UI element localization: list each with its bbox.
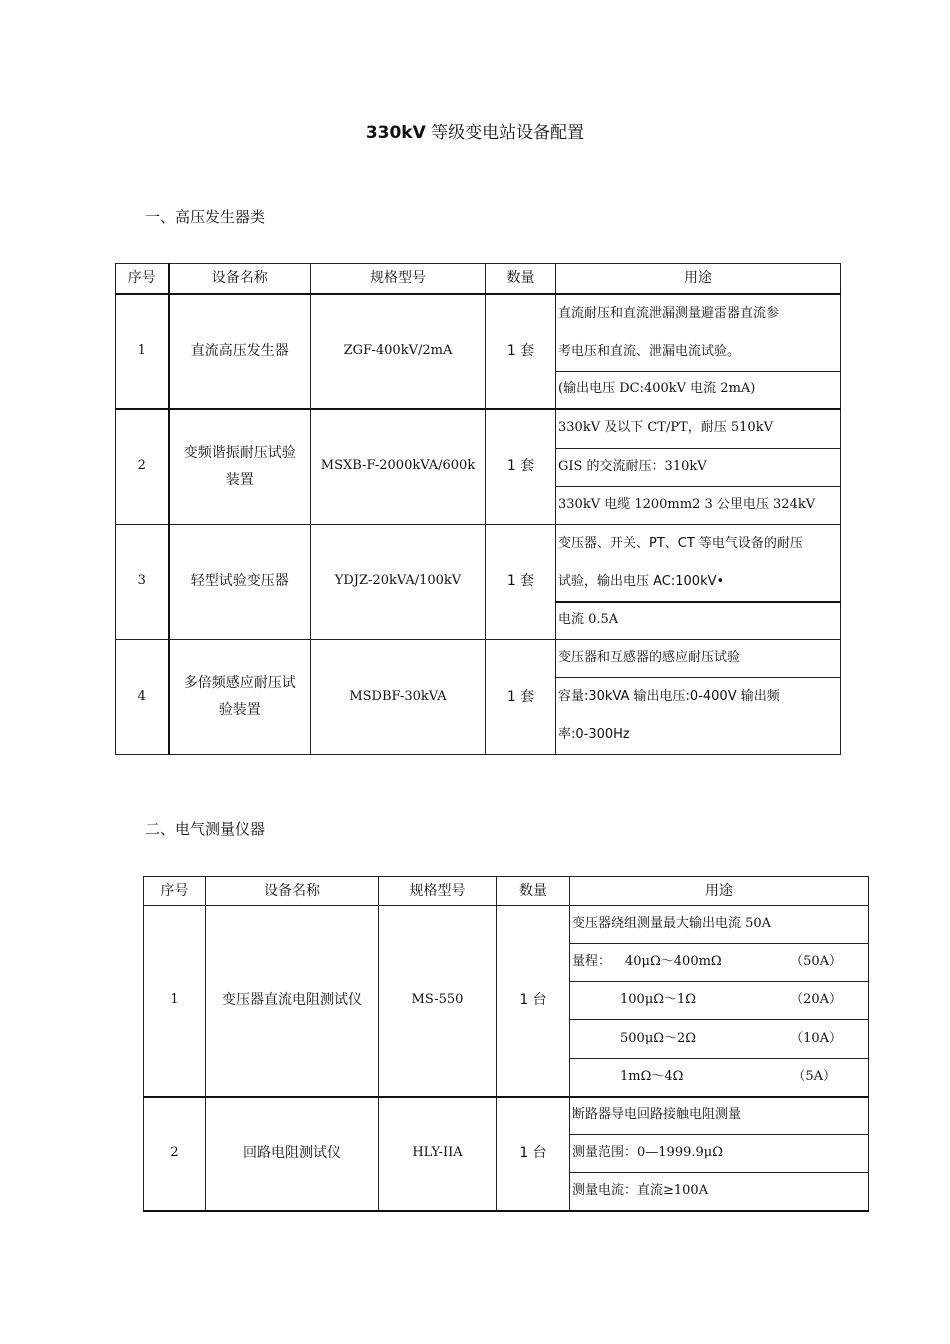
range-line bbox=[572, 1070, 868, 1085]
use-line: 变压器、开关、PT、CT 等电气设备的耐压 bbox=[558, 535, 803, 551]
use-line: 测量电流：直流≥100A bbox=[570, 1173, 869, 1211]
cell-no: 4 bbox=[116, 640, 169, 755]
use-line: 330kV 电缆 1200mm2 3 公里电压 324kV bbox=[556, 486, 841, 524]
title-text: 等级变电站设备配置 bbox=[425, 123, 585, 143]
header-qty: 数量 bbox=[497, 877, 570, 906]
cell-model: MS-550 bbox=[379, 906, 497, 1097]
cell-qty: 1 套 bbox=[486, 409, 556, 524]
range-label: 量程： bbox=[572, 954, 612, 970]
cell-qty: 1 套 bbox=[486, 640, 556, 755]
range-current: （50A） bbox=[790, 954, 842, 970]
cell-qty: 1 台 bbox=[497, 1097, 570, 1211]
use-line: (输出电压 DC:400kV 电流 2mA) bbox=[556, 371, 841, 409]
use-line: 测量范围：0—1999.9μΩ bbox=[570, 1135, 869, 1173]
cell-name: 回路电阻测试仪 bbox=[206, 1097, 379, 1211]
use-line: 断路器导电回路接触电阻测量 bbox=[570, 1097, 869, 1135]
cell-name: 变压器直流电阻测试仪 bbox=[206, 906, 379, 1097]
cell-model: MSXB-F-2000kVA/600k bbox=[311, 409, 486, 524]
range-line bbox=[572, 955, 868, 970]
header-model: 规格型号 bbox=[311, 264, 486, 294]
name-line: 多倍频感应耐压试 bbox=[183, 675, 296, 692]
cell-qty: 1 台 bbox=[497, 906, 570, 1097]
cell-model: ZGF-400kV/2mA bbox=[311, 294, 486, 410]
cell-no: 2 bbox=[116, 409, 169, 524]
table-row bbox=[116, 640, 841, 678]
table-row bbox=[144, 906, 869, 944]
use-line: GIS 的交流耐压：310kV bbox=[556, 448, 841, 486]
cell-name: 轻型试验变压器 bbox=[169, 524, 311, 640]
header-no: 序号 bbox=[116, 264, 169, 294]
use-line: 容量:30kVA 输出电压:0-400V 输出频 bbox=[558, 689, 780, 704]
range-current: （20A） bbox=[790, 992, 842, 1008]
use-line: 直流耐压和直流泄漏测量避雷器直流参 bbox=[558, 305, 780, 321]
name-line: 验装置 bbox=[218, 702, 261, 718]
use-line: 试验，输出电压 AC:100kV• bbox=[558, 573, 725, 589]
title-voltage: 330kV bbox=[365, 123, 426, 143]
range-value: 40μΩ～400mΩ bbox=[625, 954, 722, 970]
use-line: 率:0-300Hz bbox=[558, 727, 630, 742]
table-row bbox=[144, 1097, 869, 1135]
cell-use bbox=[556, 294, 841, 372]
cell-no: 3 bbox=[116, 524, 169, 640]
section-heading-hv-generators: 一、高压发生器类 bbox=[145, 208, 266, 226]
cell-use bbox=[556, 524, 841, 602]
range-value: 100μΩ～1Ω bbox=[620, 992, 697, 1008]
header-no: 序号 bbox=[144, 877, 206, 906]
range-cell bbox=[570, 982, 869, 1020]
range-cell bbox=[570, 1059, 869, 1097]
section-heading-measuring-instruments: 二、电气测量仪器 bbox=[145, 820, 266, 838]
range-cell bbox=[570, 944, 869, 982]
cell-no: 1 bbox=[116, 294, 169, 410]
range-value: 1mΩ～4Ω bbox=[620, 1068, 684, 1084]
use-line: 变压器和互感器的感应耐压试验 bbox=[556, 640, 841, 678]
hv-generators-table bbox=[115, 263, 841, 755]
cell-qty: 1 套 bbox=[486, 294, 556, 410]
cell-use bbox=[556, 678, 841, 755]
page-title bbox=[0, 118, 950, 143]
use-line: 电流 0.5A bbox=[556, 602, 841, 640]
table-row bbox=[116, 294, 841, 372]
cell-name bbox=[169, 409, 311, 524]
header-qty: 数量 bbox=[486, 264, 556, 294]
use-line: 变压器绕组测量最大输出电流 50A bbox=[570, 906, 869, 944]
table-row bbox=[116, 524, 841, 602]
cell-no: 2 bbox=[144, 1097, 206, 1211]
name-line: 装置 bbox=[225, 471, 254, 488]
cell-no: 1 bbox=[144, 906, 206, 1097]
range-line bbox=[572, 1032, 868, 1047]
table-header-row bbox=[116, 264, 841, 294]
cell-model: HLY-IIA bbox=[379, 1097, 497, 1211]
header-name: 设备名称 bbox=[169, 264, 311, 294]
cell-model: YDJZ-20kVA/100kV bbox=[311, 524, 486, 640]
table-header-row bbox=[144, 877, 869, 906]
header-model: 规格型号 bbox=[379, 877, 497, 906]
table-row bbox=[116, 409, 841, 448]
cell-name bbox=[169, 640, 311, 755]
cell-name: 直流高压发生器 bbox=[169, 294, 311, 410]
cell-model: MSDBF-30kVA bbox=[311, 640, 486, 755]
header-name: 设备名称 bbox=[206, 877, 379, 906]
range-current: （10A） bbox=[790, 1030, 842, 1046]
range-line bbox=[572, 993, 868, 1008]
header-use: 用途 bbox=[570, 877, 869, 906]
header-use: 用途 bbox=[556, 264, 841, 294]
range-cell bbox=[570, 1020, 869, 1059]
range-current: （5A） bbox=[792, 1068, 836, 1084]
measuring-instruments-table bbox=[143, 876, 869, 1212]
name-line: 变频谐振耐压试验 bbox=[183, 445, 296, 462]
range-text bbox=[572, 955, 722, 970]
use-line: 考电压和直流、泄漏电流试验。 bbox=[558, 343, 741, 359]
cell-qty: 1 套 bbox=[486, 524, 556, 640]
range-value: 500μΩ～2Ω bbox=[620, 1030, 697, 1046]
use-line: 330kV 及以下 CT/PT，耐压 510kV bbox=[556, 409, 841, 448]
